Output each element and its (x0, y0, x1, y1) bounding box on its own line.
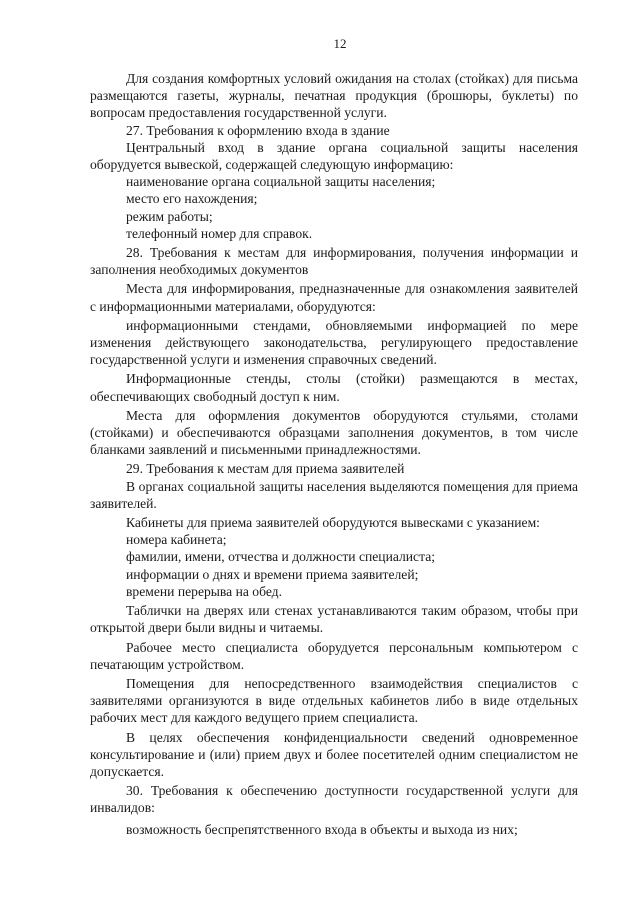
list-item: режим работы; (126, 208, 213, 224)
paragraph: возможность беспрепятственного входа в объекты и выхода из них; (126, 821, 518, 837)
paragraph: 28. Требования к местам для информирования, получения информации и заполнения необходимых документов (90, 245, 578, 278)
paragraph: Для создания комфортных условий ожидания на столах (стойках) для письма размещаются газеты, журналы, печатная продукция (брошюры, буклеты) по вопросам предоставления государственной услуги. (90, 71, 578, 121)
paragraph: В органах социальной защиты населения выделяются помещения для приема заявителей. (90, 478, 578, 511)
document-body (90, 70, 578, 838)
paragraph: Места для оформления документов оборудуются стульями, столами (стойками) и обеспечиваются образцами заполнения документов, в том числе бланками заявлений и письменными принадлежностями. (90, 407, 578, 458)
paragraph: 27. Требования к оформлению входа в здание (126, 122, 390, 138)
paragraph: Центральный вход в здание органа социальной защиты населения оборудуется вывеской, содержащей следующую информацию: (90, 139, 578, 173)
paragraph: Таблички на дверях или стенах устанавливаются таким образом, чтобы при открытой двери были видны и читаемы. (90, 603, 578, 636)
list-item: номера кабинета; (126, 532, 227, 548)
list-item: времени перерыва на обед. (126, 583, 282, 599)
paragraph: информационными стендами, обновляемыми информацией по мере изменения действующего законодательства, регулирующего предоставление государственной услуги и изменения справочных сведений. (90, 317, 578, 368)
paragraph: 29. Требования к местам для приема заявителей (126, 461, 405, 477)
paragraph: Помещения для непосредственного взаимодействия специалистов с заявителями организуются в виде отдельных кабинетов либо в виде отдельных рабочих мест для каждого ведущего прием специалиста. (90, 675, 578, 726)
list-item: информации о днях и времени приема заявителей; (126, 566, 419, 582)
list-item: фамилии, имени, отчества и должности специалиста; (126, 549, 436, 565)
page-number: 12 (333, 36, 347, 51)
list-item: наименование органа социальной защиты населения; (126, 174, 436, 190)
paragraph: 30. Требования к обеспечению доступности государственной услуги для инвалидов: (90, 783, 578, 816)
paragraph: Рабочее место специалиста оборудуется персональным компьютером с печатающим устройством. (90, 639, 578, 672)
paragraph: Информационные стенды, столы (стойки) размещаются в местах, обеспечивающих свободный доступ к ним. (90, 371, 578, 404)
paragraph: Кабинеты для приема заявителей оборудуются вывесками с указанием: (126, 515, 540, 531)
list-item: телефонный номер для справок. (126, 225, 313, 241)
list-item: место его нахождения; (126, 191, 258, 207)
paragraph: Места для информирования, предназначенные для ознакомления заявителей с информационными материалами, оборудуются: (90, 281, 578, 314)
paragraph: В целях обеспечения конфиденциальности сведений одновременное консультирование и (или) прием двух и более посетителей одним специалистом не допускается. (90, 729, 578, 779)
